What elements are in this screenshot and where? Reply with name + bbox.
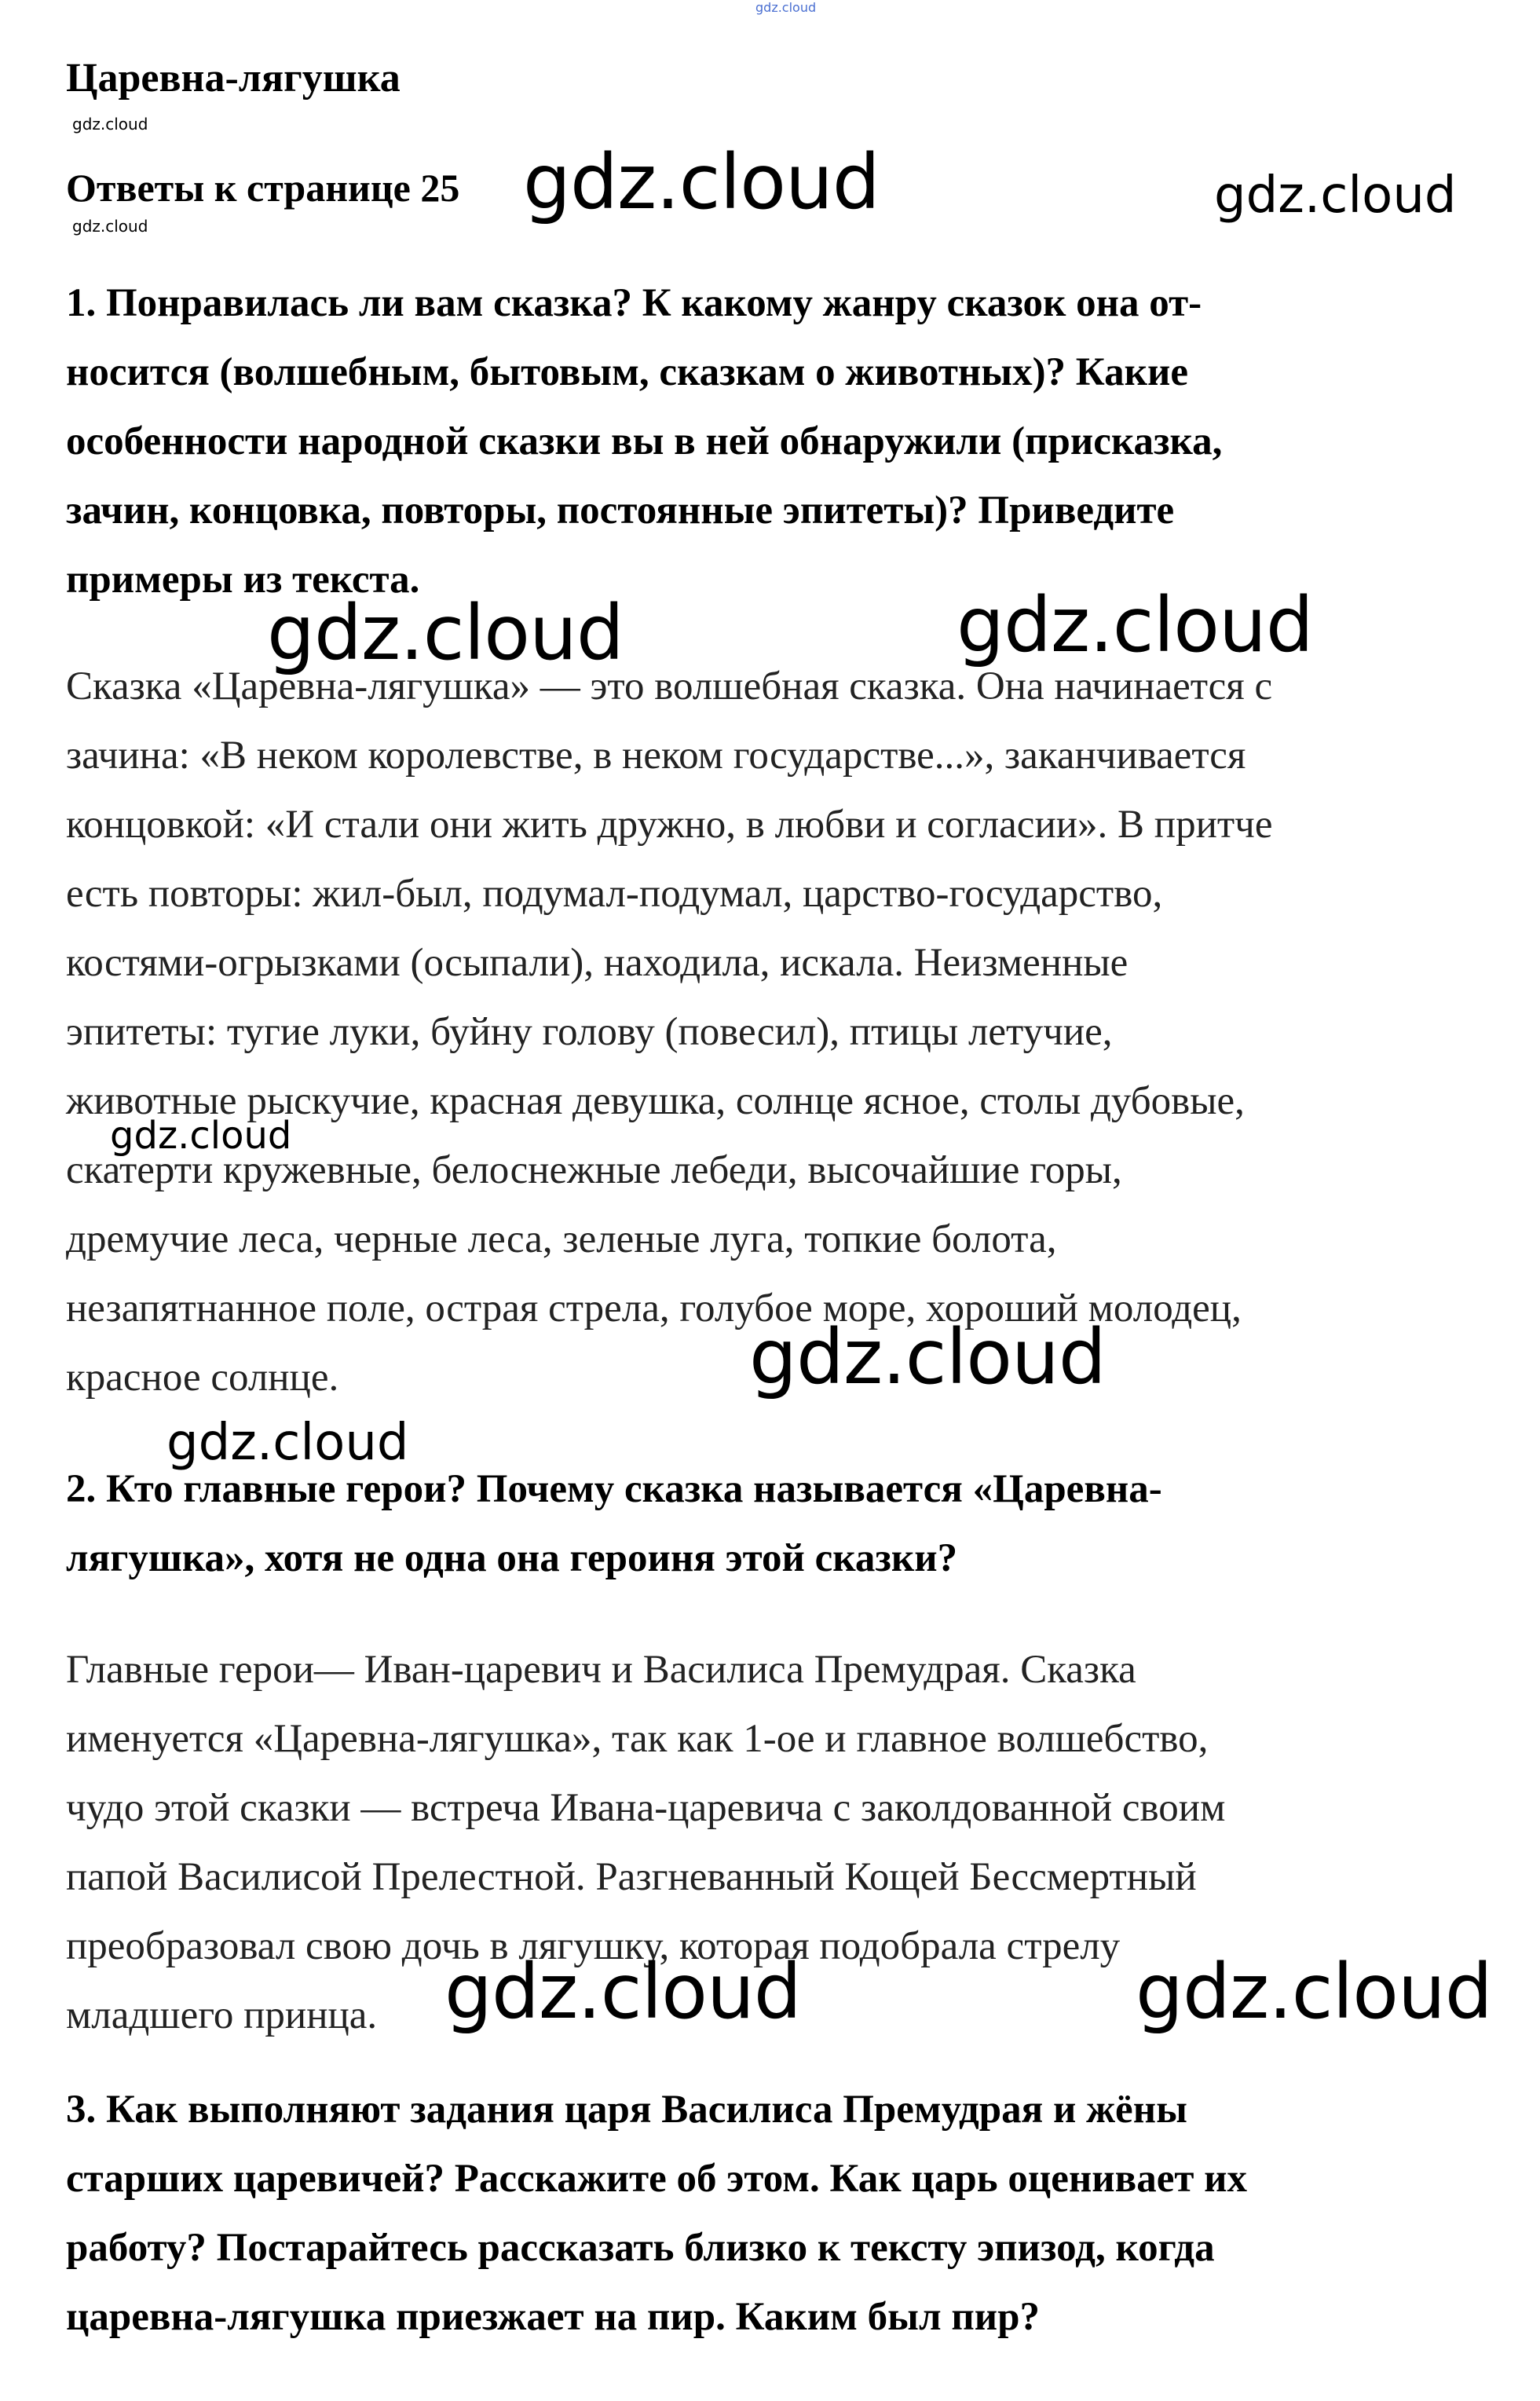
answer-line: костями-огрызками (осыпали), находила, искала. Неизменные — [66, 941, 1128, 985]
question-line: старших царевичей? Расскажите об этом. Как царь оценивает их — [66, 2157, 1248, 2201]
question-line: 1. Понравилась ли вам сказка? К какому жанру сказок она от- — [66, 281, 1202, 325]
question-line: носится (волшебным, бытовым, сказкам о животных)? Какие — [66, 350, 1189, 394]
answer-line: есть повторы: жил-был, подумал-подумал, царство-государство, — [66, 872, 1163, 916]
answer-line: папой Василисой Прелестной. Разгневанный Кощей Бессмертный — [66, 1855, 1197, 1899]
watermark: gdz.cloud — [1214, 167, 1457, 225]
answer-line: именуется «Царевна-лягушка», так как 1-ое и главное волшебство, — [66, 1717, 1209, 1761]
answer-line: эпитеты: тугие луки, буйну голову (повесил), птицы летучие, — [66, 1010, 1113, 1054]
answer-line: красное солнце. — [66, 1356, 339, 1400]
answer-line: Главные герои— Иван-царевич и Василиса Премудрая. Сказка — [66, 1648, 1136, 1692]
page-subtitle: Ответы к странице 25 — [66, 166, 460, 210]
watermark: gdz.cloud — [1136, 1948, 1492, 2036]
answer-line: дремучие леса, черные леса, зеленые луга, топкие болота, — [66, 1217, 1057, 1261]
answer-line: животные рыскучие, красная девушка, солнце ясное, столы дубовые, — [66, 1079, 1245, 1123]
question-line: примеры из текста. — [66, 558, 420, 602]
question-2 — [66, 1455, 1503, 1593]
watermark-tiny: gdz.cloud — [72, 115, 148, 134]
answer-1 — [66, 652, 1503, 1412]
answer-line: зачина: «В неком королевстве, в неком государстве...», заканчивается — [66, 734, 1246, 778]
question-line: работу? Постарайтесь рассказать близко к тексту эпизод, когда — [66, 2226, 1215, 2270]
watermark: gdz.cloud — [523, 138, 880, 226]
question-1 — [66, 269, 1503, 614]
watermark: gdz.cloud — [749, 1313, 1106, 1401]
top-site-mark: gdz.cloud — [755, 0, 817, 15]
answer-line: преобразовал свою дочь в лягушку, которая подобрала стрелу — [66, 1924, 1121, 1968]
answer-line: чудо этой сказки — встреча Ивана-царевича с заколдованной своим — [66, 1786, 1226, 1830]
answer-line: скатерти кружевные, белоснежные лебеди, высочайшие горы, — [66, 1148, 1122, 1192]
question-line: царевна-лягушка приезжает на пир. Каким был пир? — [66, 2295, 1040, 2339]
answer-line: Сказка «Царевна-лягушка» — это волшебная сказка. Она начинается с — [66, 664, 1273, 708]
question-line: 2. Кто главные герои? Почему сказка называется «Царевна- — [66, 1467, 1162, 1511]
question-3 — [66, 2075, 1503, 2352]
watermark: gdz.cloud — [267, 589, 624, 677]
question-line: 3. Как выполняют задания царя Василиса Премудрая и жёны — [66, 2088, 1187, 2132]
question-line: особенности народной сказки вы в ней обнаружили (присказка, — [66, 419, 1223, 463]
watermark: gdz.cloud — [110, 1114, 292, 1158]
watermark: gdz.cloud — [444, 1948, 801, 2036]
watermark: gdz.cloud — [166, 1414, 409, 1472]
answer-line: концовкой: «И стали они жить дружно, в любви и согласии». В притче — [66, 803, 1273, 847]
watermark: gdz.cloud — [957, 581, 1313, 669]
answer-line: младшего принца. — [66, 1993, 378, 2037]
question-line: зачин, концовка, повторы, постоянные эпитеты)? Приведите — [66, 489, 1175, 533]
answer-line: незапятнанное поле, острая стрела, голубое море, хороший молодец, — [66, 1287, 1242, 1330]
watermark-tiny: gdz.cloud — [72, 217, 148, 236]
question-line: лягушка», хотя не одна она героиня этой сказки? — [66, 1536, 958, 1580]
page-title: Царевна-лягушка — [66, 56, 401, 101]
